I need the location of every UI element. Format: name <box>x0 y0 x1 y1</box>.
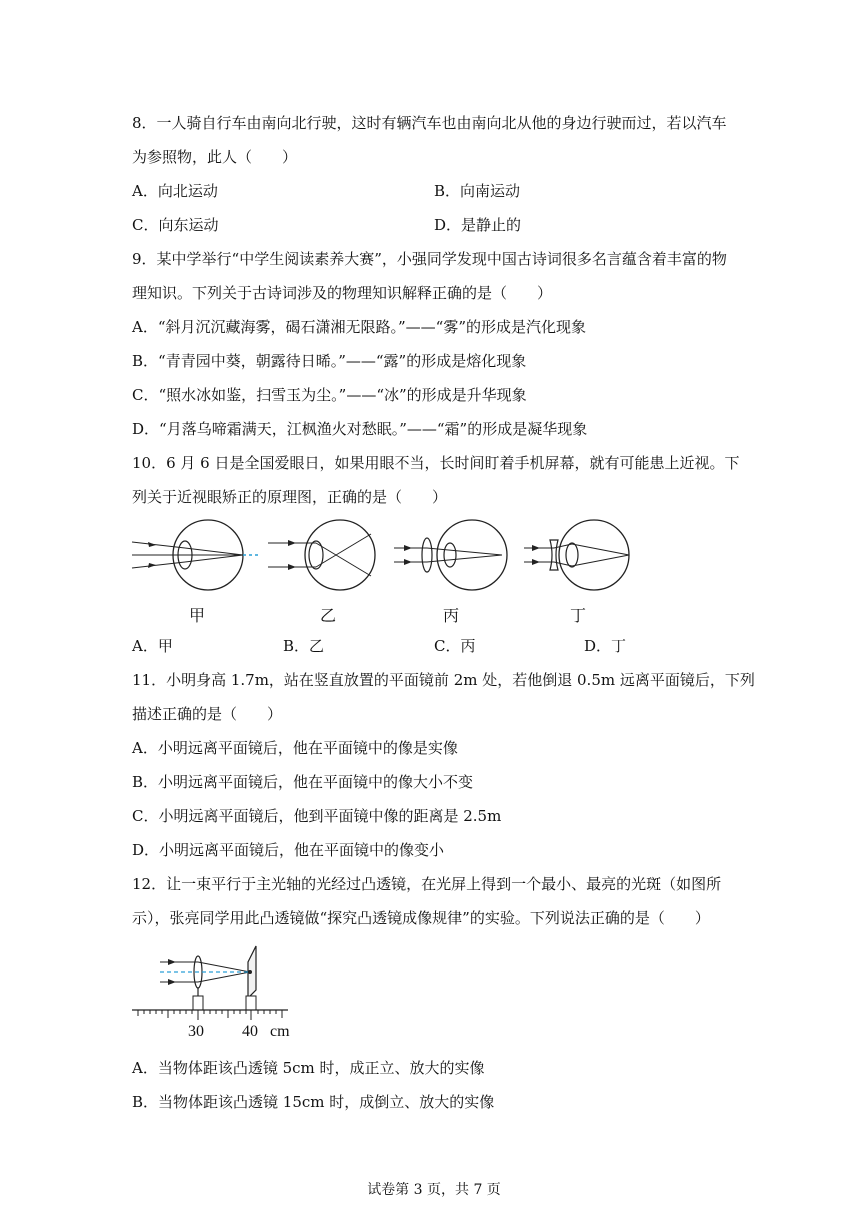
q12-option-a: A．当物体距该凸透镜 5cm 时，成正立、放大的实像 <box>132 1059 485 1077</box>
ruler-unit-cm: cm <box>270 1023 290 1040</box>
q9-stem-line-1: 9．某中学举行“中学生阅读素养大赛”，小强同学发现中国古诗词很多名言蕴含着丰富的物 <box>132 250 727 268</box>
q12-option-b: B．当物体距该凸透镜 15cm 时，成倒立、放大的实像 <box>132 1093 495 1111</box>
q12-stem-line-2: 示），张亮同学用此凸透镜做“探究凸透镜成像规律”的实验。下列说法正确的是（ ） <box>132 909 710 927</box>
q8-stem-line-1: 8．一人骑自行车由南向北行驶，这时有辆汽车也由南向北从他的身边行驶而过，若以汽车 <box>132 114 727 132</box>
figure-label-yi: 乙 <box>320 606 337 625</box>
q8-option-d: D．是静止的 <box>434 216 522 234</box>
figure-label-ding: 丁 <box>570 606 587 625</box>
q10-stem-line-1: 10．6 月 6 日是全国爱眼日，如果用眼不当，长时间盯着手机屏幕，就有可能患上近视。下 <box>132 454 740 472</box>
q8-option-a: A．向北运动 <box>132 182 218 200</box>
page-footer: 试卷第 3 页，共 7 页 <box>367 1182 501 1198</box>
q9-option-b: B．“青青园中葵，朝露待日晞。”——“露”的形成是熔化现象 <box>132 352 527 370</box>
q11-option-c: C．小明远离平面镜后，他到平面镜中像的距离是 2.5m <box>132 807 502 825</box>
eye-diagram-yi <box>266 518 381 598</box>
eye-diagram-ding <box>522 518 634 598</box>
q9-option-a: A．“斜月沉沉藏海雾，碣石潇湘无限路。”——“雾”的形成是汽化现象 <box>132 318 587 336</box>
q10-option-a: A．甲 <box>132 637 173 655</box>
q11-stem-line-2: 描述正确的是（ ） <box>132 705 283 723</box>
q10-option-c: C．丙 <box>434 637 476 655</box>
eye-diagram-jia <box>128 518 263 598</box>
q12-stem-line-1: 12．让一束平行于主光轴的光经过凸透镜，在光屏上得到一个最小、最亮的光斑（如图所 <box>132 875 722 893</box>
q8-option-c: C．向东运动 <box>132 216 219 234</box>
q9-stem-line-2: 理知识。下列关于古诗词涉及的物理知识解释正确的是（ ） <box>132 284 553 302</box>
q11-option-a: A．小明远离平面镜后，他在平面镜中的像是实像 <box>132 739 458 757</box>
figure-label-bing: 丙 <box>443 606 460 625</box>
q11-option-b: B．小明远离平面镜后，他在平面镜中的像大小不变 <box>132 773 474 791</box>
eye-diagram-bing <box>392 518 510 598</box>
q10-option-b: B．乙 <box>283 637 325 655</box>
q8-option-b: B．向南运动 <box>434 182 521 200</box>
figure-label-jia: 甲 <box>189 606 206 625</box>
q8-stem-line-2: 为参照物，此人（ ） <box>132 148 298 166</box>
q11-option-d: D．小明远离平面镜后，他在平面镜中的像变小 <box>132 841 445 859</box>
ruler-label-40: 40 <box>242 1023 258 1040</box>
q11-stem-line-1: 11．小明身高 1.7m，站在竖直放置的平面镜前 2m 处，若他倒退 0.5m 远离平面镜后，下列 <box>132 671 755 689</box>
q9-option-c: C．“照水冰如鉴，扫雪玉为尘。”——“冰”的形成是升华现象 <box>132 386 527 404</box>
q10-stem-line-2: 列关于近视眼矫正的原理图，正确的是（ ） <box>132 488 448 506</box>
ruler-label-30: 30 <box>188 1023 204 1040</box>
q10-option-d: D．丁 <box>584 637 627 655</box>
q9-option-d: D．“月落乌啼霜满天，江枫渔火对愁眠。”——“霜”的形成是凝华现象 <box>132 420 588 438</box>
